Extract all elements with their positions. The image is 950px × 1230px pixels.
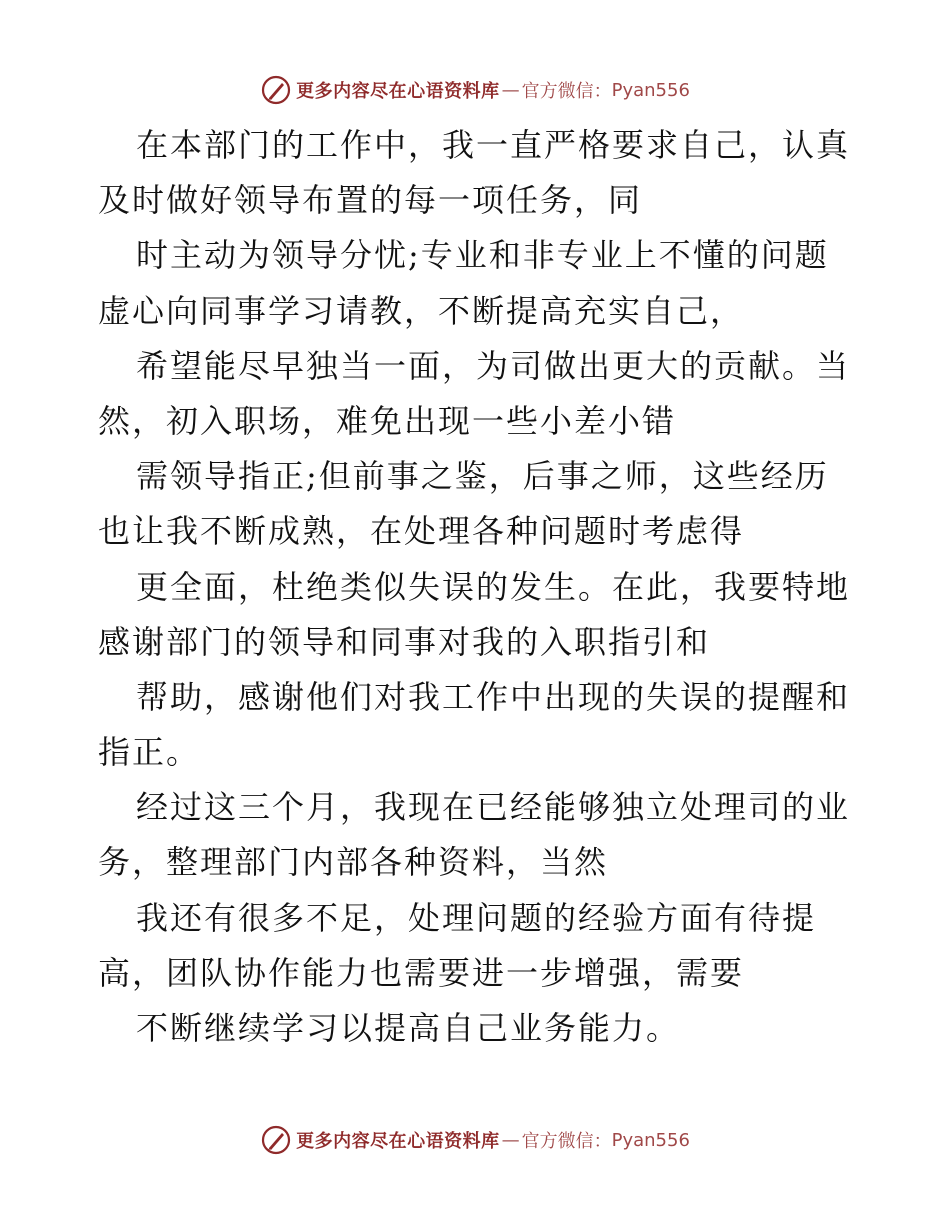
quill-pen-icon [260,1124,292,1156]
banner-main-text: 更多内容尽在心语资料库 [296,81,500,102]
body-line: 时主动为领导分忧;专业和非专业上不懂的问题 [136,236,829,275]
banner-contact-id: Pyan556 [611,1129,690,1151]
body-line: 更全面，杜绝类似失误的发生。在此，我要特地 [136,567,851,606]
body-line: 感谢部门的领导和同事对我的入职指引和 [98,622,711,661]
document-body [98,118,858,1056]
body-line: 务，整理部门内部各种资料，当然 [98,843,609,882]
body-line: 希望能尽早独当一面，为司做出更大的贡献。当 [136,346,851,385]
body-line: 也让我不断成熟，在处理各种问题时考虑得 [98,512,745,551]
banner-contact-label: 官方微信： [521,1131,612,1152]
footer-banner [0,1120,950,1160]
quill-pen-icon [260,74,292,106]
body-line: 高，团队协作能力也需要进一步增强，需要 [98,953,745,992]
banner-main-text: 更多内容尽在心语资料库 [296,1131,500,1152]
banner-separator: — [501,79,520,101]
header-banner [0,70,950,110]
body-line: 帮助，感谢他们对我工作中出现的失误的提醒和 [136,677,851,716]
banner-contact-id: Pyan556 [611,79,690,101]
body-line: 在本部门的工作中，我一直严格要求自己，认真 [136,126,851,164]
body-line: 经过这三个月，我现在已经能够独立处理司的业 [136,788,851,827]
body-line: 虚心向同事学习请教，不断提高充实自己， [98,291,745,330]
banner-contact-label: 官方微信： [521,81,612,102]
body-line: 指正。 [98,733,201,772]
body-line: 不断继续学习以提高自己业务能力。 [136,1009,681,1047]
body-line: 及时做好领导布置的每一项任务，同 [98,181,643,220]
body-line: 需领导指正;但前事之鉴，后事之师，这些经历 [136,457,829,496]
body-line: 然，初入职场，难免出现一些小差小错 [98,401,677,440]
banner-separator: — [501,1129,520,1151]
body-line: 我还有很多不足，处理问题的经验方面有待提 [136,898,817,937]
